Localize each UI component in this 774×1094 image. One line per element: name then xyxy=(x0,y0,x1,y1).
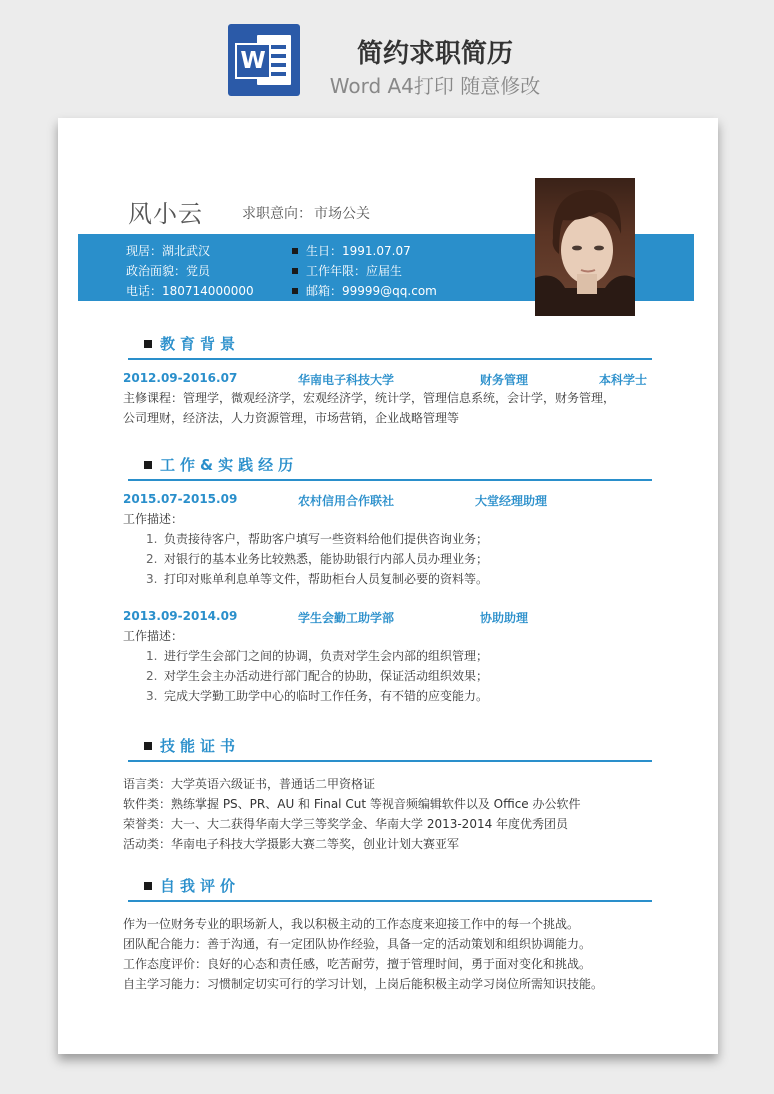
skill-line: 荣誉类：大一、大二获得华南大学三等奖学金、华南大学 2013-2014 年度优秀团员 xyxy=(123,817,569,831)
section-header xyxy=(128,734,652,762)
profile-photo xyxy=(535,178,635,316)
skill-line: 语言类：大学英语六级证书，普通话二甲资格证 xyxy=(123,777,376,791)
bullet-square-icon xyxy=(292,268,298,274)
self-eval-line: 工作态度评价：良好的心态和责任感，吃苦耐劳，擅于管理时间，勇于面对变化和挑战。 xyxy=(123,957,592,971)
section-square-icon xyxy=(144,882,152,890)
word-logo-letter: W xyxy=(235,43,271,79)
education-degree: 本科学士 xyxy=(599,373,648,387)
section-title: 技能证书 xyxy=(160,737,241,755)
section-square-icon xyxy=(144,742,152,750)
education-row xyxy=(123,368,652,388)
section-title: 教育背景 xyxy=(160,335,241,353)
info-birthday: 生日：1991.07.07 xyxy=(306,244,411,258)
job-org: 学生会勤工助学部 xyxy=(298,611,395,625)
section-header xyxy=(128,874,652,902)
list-item: 3. 完成大学勤工助学中心的临时工作任务，有不错的应变能力。 xyxy=(146,689,489,703)
job-intent xyxy=(240,203,370,223)
info-years-row xyxy=(292,262,402,279)
education-major: 财务管理 xyxy=(480,373,529,387)
info-political: 政治面貌：党员 xyxy=(126,264,211,278)
list-item: 2. 对银行的基本业务比较熟悉，能协助银行内部人员办理业务； xyxy=(146,552,489,566)
job-date: 2015.07-2015.09 xyxy=(123,492,238,506)
self-eval-line: 作为一位财务专业的职场新人，我以积极主动的工作态度来迎接工作中的每一个挑战。 xyxy=(123,917,580,931)
info-email: 邮箱：99999@qq.com xyxy=(306,284,437,298)
info-email-row xyxy=(292,282,437,299)
experience-section xyxy=(123,453,652,706)
section-square-icon xyxy=(144,461,152,469)
education-courses-1: 主修课程：管理学，微观经济学，宏观经济学，统计学，管理信息系统，会计学，财务管理， xyxy=(123,391,616,405)
info-phone: 电话：180714000000 xyxy=(126,284,254,298)
job-role: 协助助理 xyxy=(480,611,529,625)
job-date: 2013.09-2014.09 xyxy=(123,609,238,623)
education-section xyxy=(123,332,652,428)
info-residence: 现居：湖北武汉 xyxy=(126,244,211,258)
banner xyxy=(0,0,774,110)
info-years: 工作年限：应届生 xyxy=(306,264,403,278)
section-square-icon xyxy=(144,340,152,348)
job-org: 农村信用合作联社 xyxy=(298,494,395,508)
skill-line: 活动类：华南电子科技大学摄影大赛二等奖，创业计划大赛亚军 xyxy=(123,837,460,851)
skill-line: 软件类：熟练掌握 PS、PR、AU 和 Final Cut 等视音频编辑软件以及 Office 办公软件 xyxy=(123,797,581,811)
self-eval-line: 自主学习能力：习惯制定切实可行的学习计划，上岗后能积极主动学习岗位所需知识技能。 xyxy=(123,977,604,991)
list-item: 3. 打印对账单利息单等文件，帮助柜台人员复制必要的资料等。 xyxy=(146,572,489,586)
job-row xyxy=(123,489,652,509)
education-date: 2012.09-2016.07 xyxy=(123,371,238,385)
bullet-square-icon xyxy=(292,248,298,254)
list-item: 1. 进行学生会部门之间的协调，负责对学生会内部的组织管理； xyxy=(146,649,489,663)
banner-subtitle: Word A4打印 随意修改 xyxy=(329,74,541,98)
candidate-name: 风小云 xyxy=(128,200,203,228)
bullet-square-icon xyxy=(292,288,298,294)
section-title: 自我评价 xyxy=(160,877,241,895)
job-role: 大堂经理助理 xyxy=(475,494,548,508)
self-evaluation-section xyxy=(123,874,652,994)
resume-page xyxy=(58,118,718,1054)
job-row xyxy=(123,606,652,626)
section-title: 工作&实践经历 xyxy=(160,456,299,474)
info-birthday-row xyxy=(292,242,411,259)
self-eval-line: 团队配合能力：善于沟通，有一定团队协作经验，具备一定的活动策划和组织协调能力。 xyxy=(123,937,592,951)
section-header xyxy=(128,453,652,481)
job-desc-label: 工作描述： xyxy=(123,629,184,643)
word-icon xyxy=(228,24,300,96)
job-intent-label: 求职意向： xyxy=(242,206,312,222)
job-desc-label: 工作描述： xyxy=(123,512,184,526)
list-item: 2. 对学生会主办活动进行部门配合的协助，保证活动组织效果； xyxy=(146,669,489,683)
education-school: 华南电子科技大学 xyxy=(298,373,395,387)
list-item: 1. 负责接待客户，帮助客户填写一些资料给他们提供咨询业务； xyxy=(146,532,489,546)
banner-title: 简约求职简历 xyxy=(356,39,513,69)
section-header xyxy=(128,332,652,360)
skills-section xyxy=(123,734,652,854)
job-intent-value: 市场公关 xyxy=(314,206,370,222)
education-courses-2: 公司理财，经济法，人力资源管理，市场营销，企业战略管理等 xyxy=(123,411,460,425)
